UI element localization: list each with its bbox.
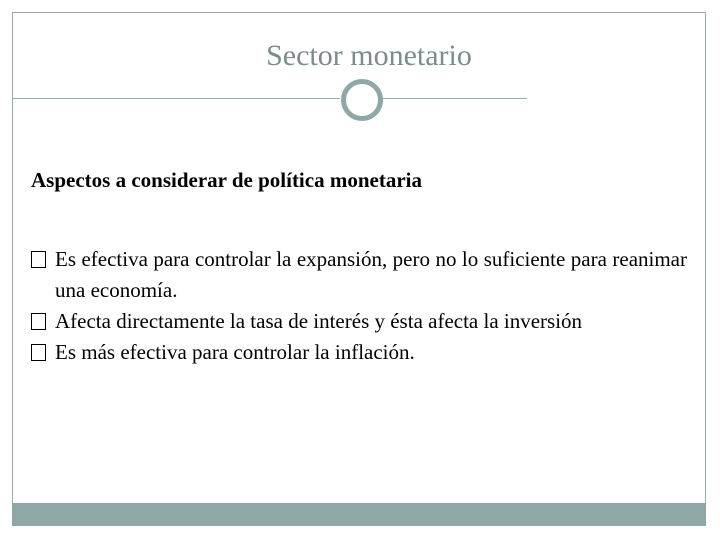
bullet-item bbox=[31, 244, 687, 306]
title-divider-left bbox=[12, 98, 340, 99]
bullet-list bbox=[31, 244, 687, 368]
bullet-item bbox=[31, 306, 687, 337]
bullet-text: Afecta directamente la tasa de interés y ésta afecta la inversión bbox=[55, 309, 583, 333]
square-bullet-icon bbox=[31, 313, 46, 330]
footer-bar bbox=[12, 503, 706, 526]
title-divider-right bbox=[382, 98, 527, 99]
bullet-text: Es efectiva para controlar la expansión, pero no lo suficiente para reanimar una economía. bbox=[55, 247, 687, 302]
bullet-item bbox=[31, 337, 687, 368]
slide-subtitle: Aspectos a considerar de política monetaria bbox=[31, 168, 422, 192]
square-bullet-icon bbox=[31, 251, 46, 268]
square-bullet-icon bbox=[31, 344, 46, 361]
bullet-text: Es más efectiva para controlar la inflación. bbox=[55, 340, 415, 364]
slide-title: Sector monetario bbox=[266, 39, 472, 72]
circle-ornament-icon bbox=[341, 79, 383, 121]
